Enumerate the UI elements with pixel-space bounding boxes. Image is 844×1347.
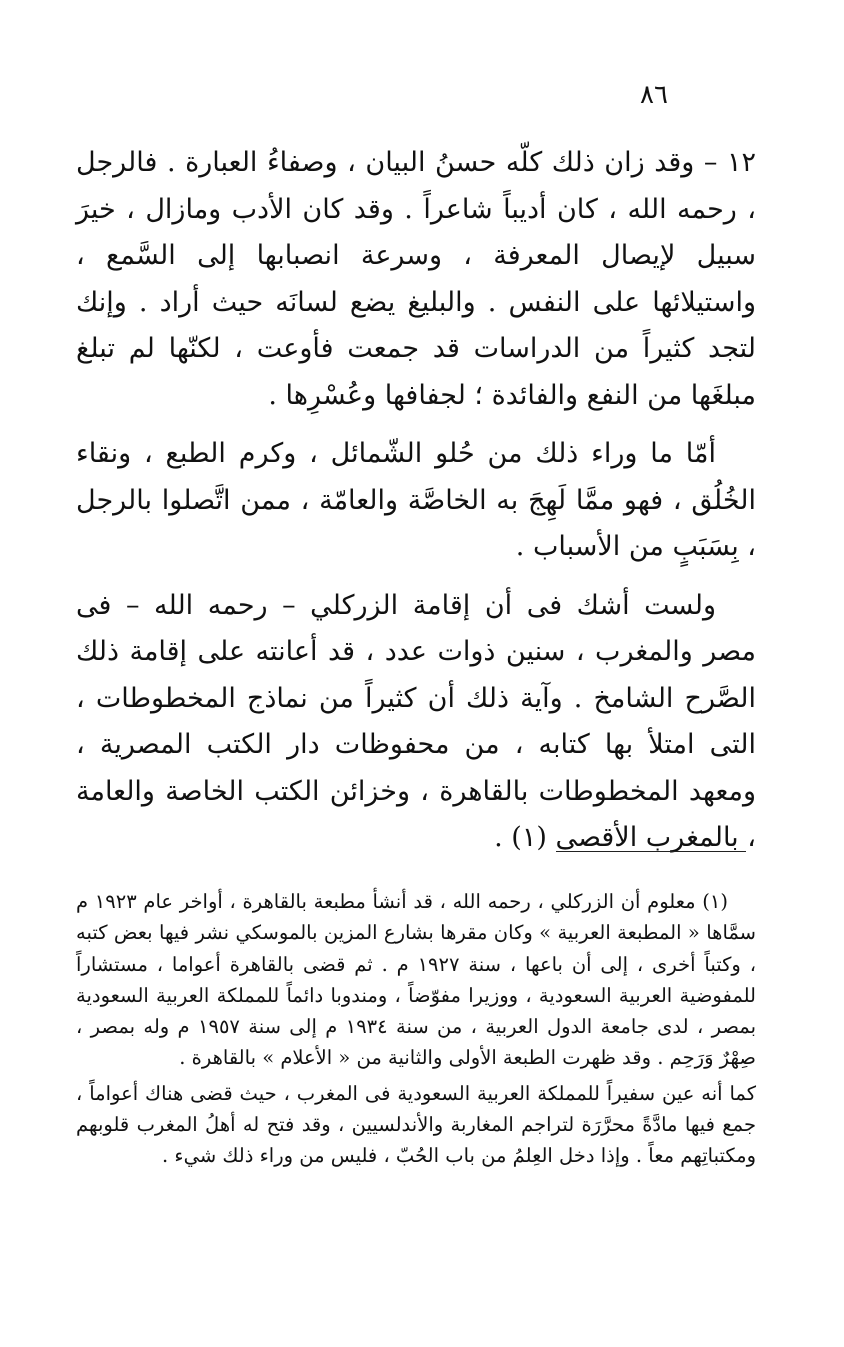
footnotes	[76, 886, 756, 1176]
page-number: ٨٦	[640, 80, 668, 110]
paragraph-character: أمّا ما وراء ذلك من حُلو الشّمائل ، وكرم الطبع ، ونقاء الخُلُق ، فهو ممَّا لَهِجَ به الخاصَّة والعامّة ، ممن اتَّصلوا بالرجل ، بِسَبَبٍ من الأسباب .	[76, 438, 756, 562]
paragraph-residence: ولست أشك فى أن إقامة الزركلي – رحمه الله – فى مصر والمغرب ، سنين ذوات عدد ، قد أعانته على إقامة ذلك الصَّرح الشامخ . وآية ذلك أن كثيراً من نماذج المخطوطات ، التى امتلأ بها كتابه ، من محفوظات دار الكتب المصرية ، ومعهد المخطوطات بالقاهرة ، وخزائن الكتب الخاصة والعامة ، بالمغرب الأقصى (١) .	[76, 589, 756, 853]
footnote-1: (١) معلوم أن الزركلي ، رحمه الله ، قد أنشأ مطبعة بالقاهرة ، أواخر عام ١٩٢٣ م سمَّاها « المطبعة العربية » وكان مقرها بشارع المزين بالموسكي نشر فيها بعض كتبه ، وكتباً أخرى ، إلى أن باعها ، سنة ١٩٢٧ م . ثم قضى بالقاهرة أعواما ، مستشاراً للمفوضية العربية السعودية ، ووزيرا مفوّضاً ، ومندوبا دائماً للمملكة العربية السعودية بمصر ، لدى جامعة الدول العربية ، من سنة ١٩٣٤ م إلى سنة ١٩٥٧ م وله بمصر ، صِهْرٌ وَرَحِم . وقد ظهرت الطبعة الأولى والثانية من « الأعلام » بالقاهرة .	[76, 890, 756, 1070]
main-text	[76, 140, 756, 874]
paragraph-12: ١٢ – وقد زان ذلك كلّه حسنُ البيان ، وصفاءُ العبارة . فالرجل ، رحمه الله ، كان أديباً شاعراً . وقد كان الأدب ومازال ، خيرَ سبيل لإيصال المعرفة ، وسرعة انصبابها إلى السَّمع ، واستيلائها على النفس . والبليغ يضع لسانَه حيث أراد . وإنك لتجد كثيراً من الدراسات قد جمعت فأوعت ، لكنّها لم تبلغ مبلغَها من النفع والفائدة ؛ لجفافها وعُسْرِها .	[76, 147, 756, 411]
footnote-1-continued: كما أنه عين سفيراً للمملكة العربية السعودية فى المغرب ، حيث قضى هناك أعواماً ، جمع فيها مادَّةً محرَّرَة لتراجم المغاربة والأندلسيين ، وقد فتح له أهلُ المغرب قلوبهم ومكتباتِهم معاً . وإذا دخل العِلمُ من باب الحُبّ ، فليس من وراء ذلك شيء .	[76, 1081, 756, 1168]
footnote-divider	[556, 851, 746, 852]
